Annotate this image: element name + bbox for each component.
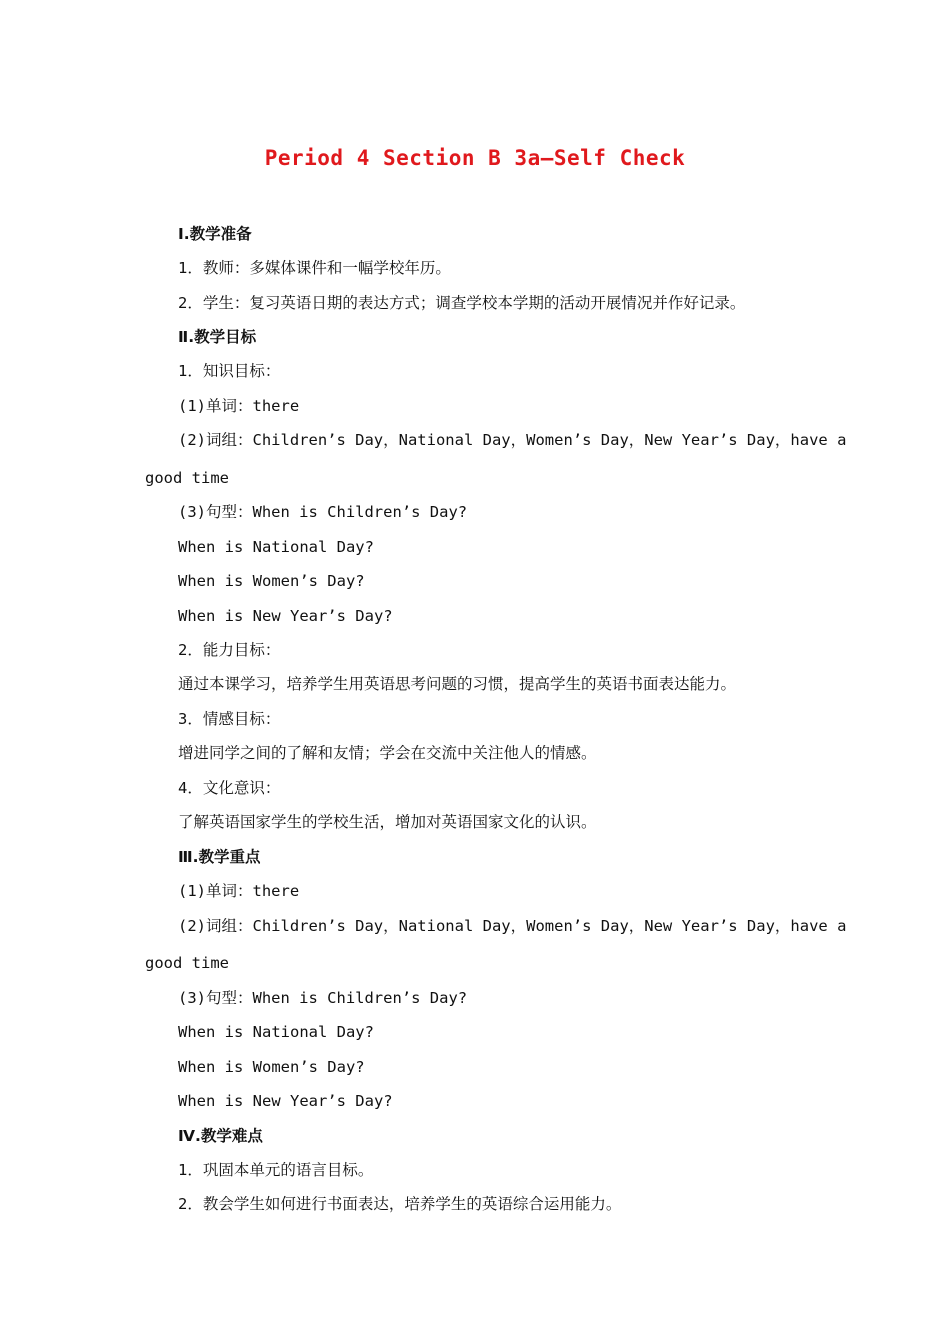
text-line: 1．知识目标： [178, 362, 281, 380]
text-line: (3)句型：When is Children’s Day? [178, 503, 468, 521]
text-line: When is National Day? [178, 1023, 374, 1041]
page-title: Period 4 Section B 3a—Self Check [264, 146, 686, 170]
text-line: (2)词组：Children’s Day，National Day，Women’s Day，New Year’s Day，have a [178, 431, 847, 449]
text-line: 了解英语国家学生的学校生活，增加对英语国家文化的认识。 [178, 813, 597, 831]
text-line: 2．学生：复习英语日期的表达方式；调查学校本学期的活动开展情况并作好记录。 [178, 294, 746, 312]
section-heading-4: Ⅳ.教学难点 [178, 1127, 263, 1145]
text-line: 1．巩固本单元的语言目标。 [178, 1161, 374, 1179]
section-heading-1: Ⅰ.教学准备 [178, 225, 252, 243]
section-heading-3: Ⅲ.教学重点 [178, 848, 261, 866]
text-line: When is New Year’s Day? [178, 1092, 393, 1110]
text-line: When is National Day? [178, 538, 374, 556]
text-line: 2．教会学生如何进行书面表达，培养学生的英语综合运用能力。 [178, 1195, 622, 1213]
text-line: (3)句型：When is Children’s Day? [178, 989, 468, 1007]
text-line: 增进同学之间的了解和友情；学会在交流中关注他人的情感。 [178, 744, 597, 762]
text-line: 2．能力目标： [178, 641, 281, 659]
text-line: When is New Year’s Day? [178, 607, 393, 625]
section-heading-2: Ⅱ.教学目标 [178, 328, 257, 346]
text-line: (1)单词：there [178, 397, 300, 415]
text-line: 通过本课学习，培养学生用英语思考问题的习惯，提高学生的英语书面表达能力。 [178, 675, 737, 693]
text-line: 1．教师：多媒体课件和一幅学校年历。 [178, 259, 451, 277]
text-line: good time [145, 469, 229, 487]
text-line: (1)单词：there [178, 882, 300, 900]
text-line: When is Women’s Day? [178, 572, 365, 590]
text-line: 3．情感目标： [178, 710, 281, 728]
text-line: good time [145, 954, 229, 972]
text-line: (2)词组：Children’s Day，National Day，Women’s Day，New Year’s Day，have a [178, 917, 847, 935]
text-line: When is Women’s Day? [178, 1058, 365, 1076]
text-line: 4．文化意识： [178, 779, 281, 797]
